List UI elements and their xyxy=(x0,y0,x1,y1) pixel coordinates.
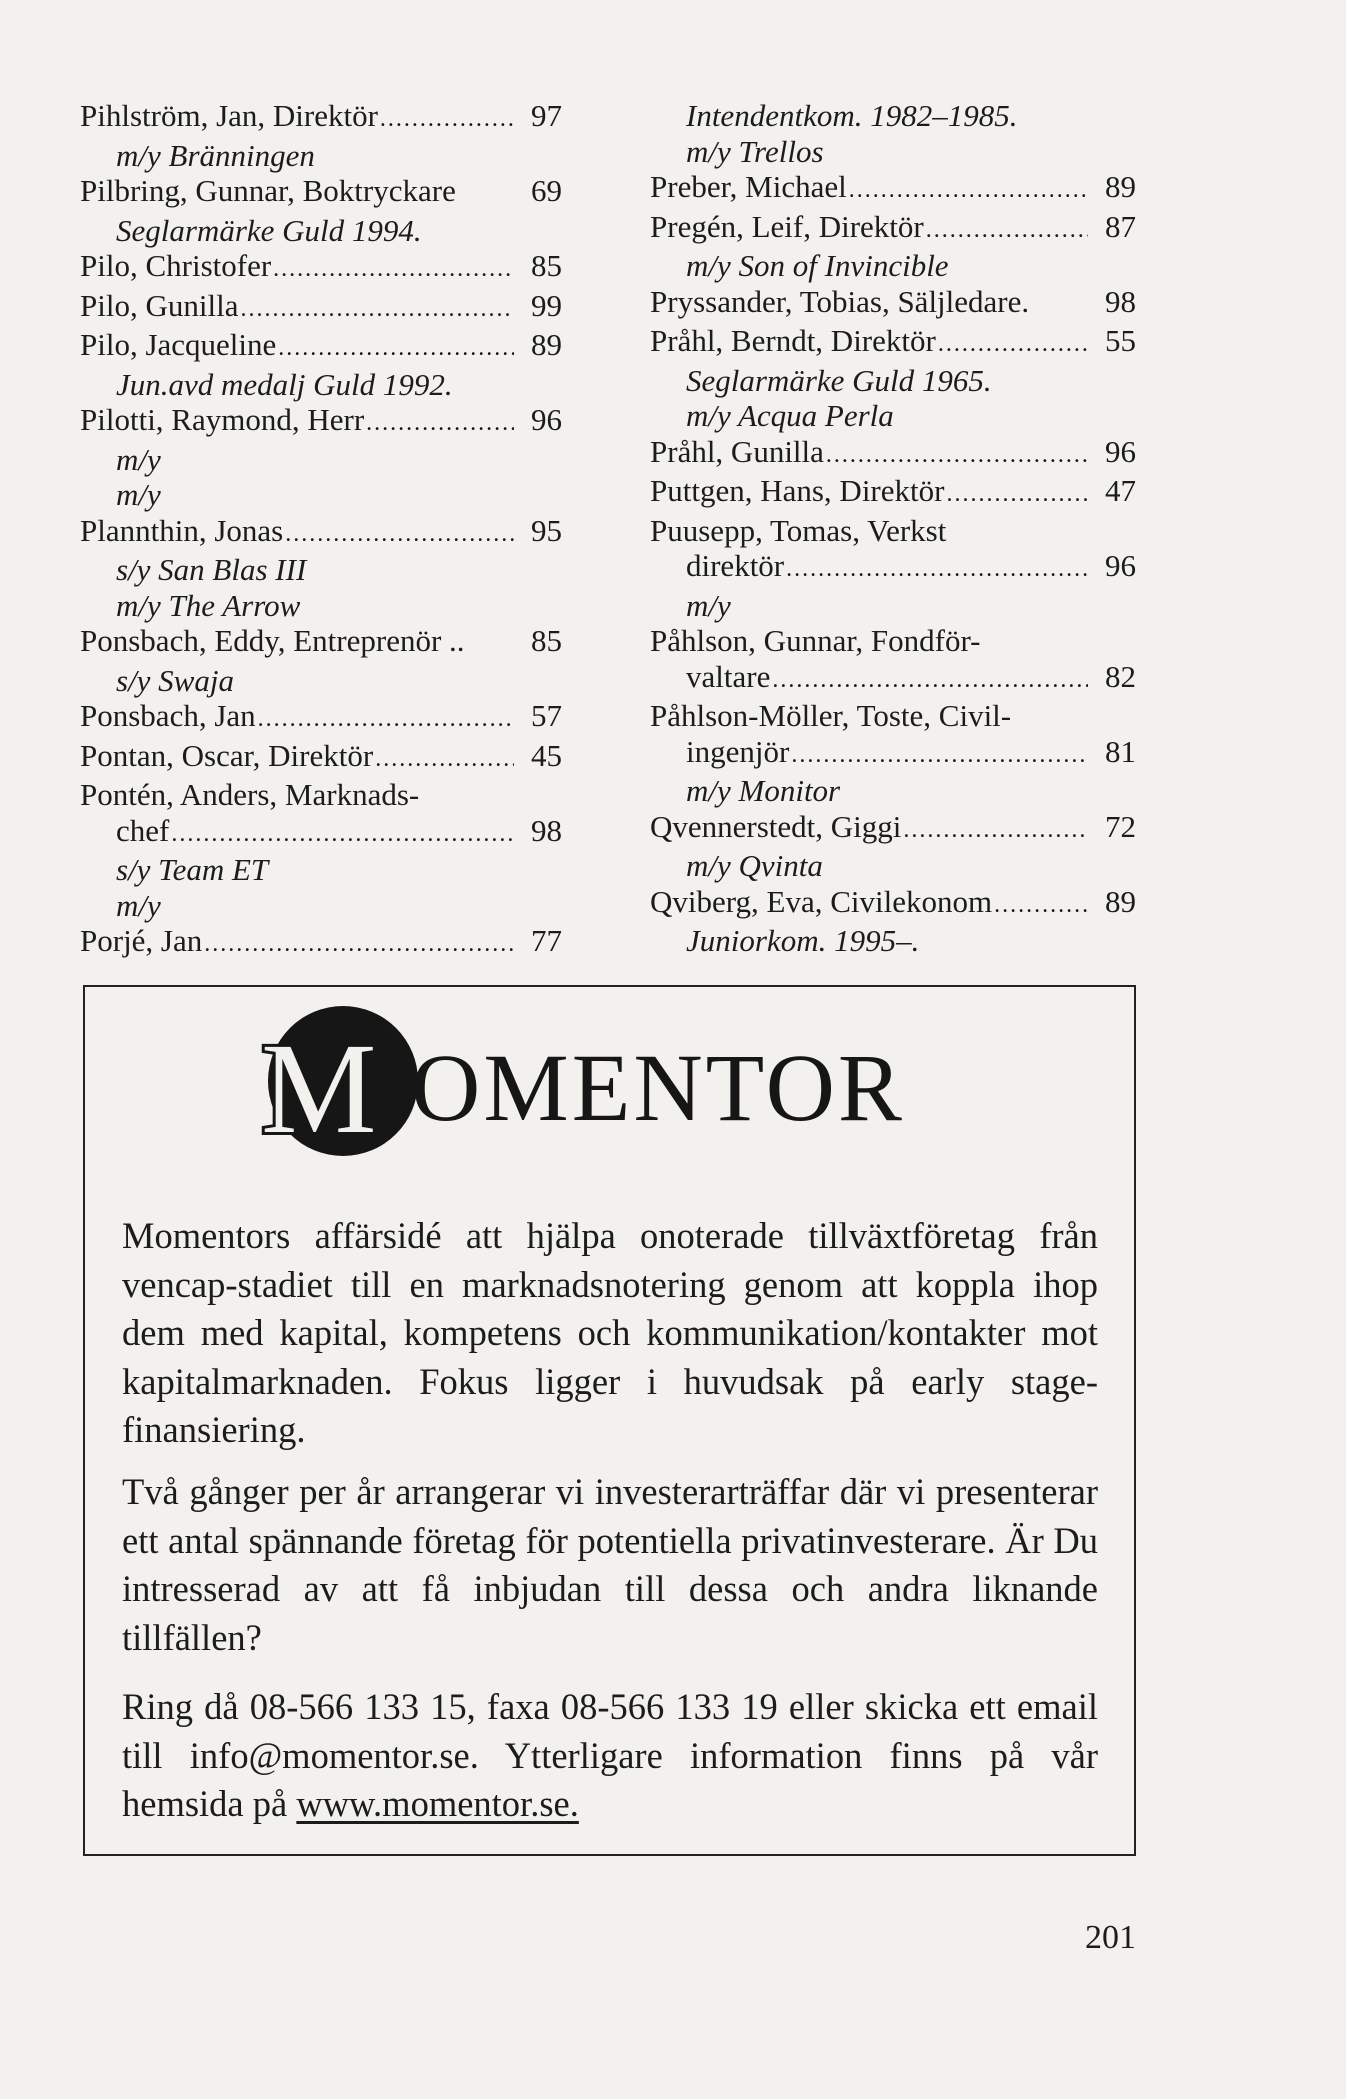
entry-name: Pihlström, Jan, Direktör xyxy=(80,98,378,133)
entry-name: Qvennerstedt, Giggi xyxy=(650,808,902,844)
entry-subline: Seglarmärke Guld 1994. xyxy=(116,212,422,248)
dot-leader xyxy=(826,438,1088,474)
entry-name: Ponsbach, Jan xyxy=(80,698,256,733)
index-entry xyxy=(650,434,1136,474)
entry-subline: Seglarmärke Guld 1965. xyxy=(686,362,992,398)
entry-page-number: 96 xyxy=(531,402,562,437)
entry-page-number: 45 xyxy=(531,737,562,773)
entry-page-number: 89 xyxy=(1105,883,1136,919)
entry-page-number: 57 xyxy=(531,698,562,733)
entry-subline: Intendentkom. 1982–1985. xyxy=(686,98,1018,133)
entry-page-number: 96 xyxy=(1105,548,1136,583)
entry-subline: m/y xyxy=(686,587,731,623)
momentor-logo xyxy=(183,1006,1133,1176)
dot-leader xyxy=(849,173,1088,209)
entry-name-line: Påhlson, Gunnar, Fondför- xyxy=(650,623,981,658)
index-entry xyxy=(80,327,562,367)
entry-page-number: 89 xyxy=(531,327,562,362)
dot-leader xyxy=(375,742,514,778)
dot-leader xyxy=(285,517,514,553)
entry-name: chef xyxy=(116,812,170,848)
index-entry xyxy=(650,809,1136,849)
index-column-right xyxy=(650,98,1136,959)
entry-page-number: 87 xyxy=(1105,208,1136,244)
entry-subline: m/y Monitor xyxy=(686,773,841,808)
entry-name: Pilo, Christofer xyxy=(80,248,272,283)
entry-name: Pråhl, Gunilla xyxy=(650,433,824,469)
entry-subline: s/y Swaja xyxy=(116,662,234,698)
index-entry xyxy=(80,288,562,328)
entry-subline: m/y Son of Invincible xyxy=(686,248,949,283)
entry-page-number: 77 xyxy=(531,923,562,958)
index-entry xyxy=(80,813,562,853)
entry-page-number: 47 xyxy=(1105,473,1136,508)
index-entry xyxy=(650,659,1136,699)
ad-paragraph-investor-meetings: Två gånger per år arrangerar vi investerarträffar där vi presenterar ett antal spännande företag för potentiella privatinvesterare. Är Du intresserad av att få inbjudan till dessa och andra liknande tillfällen? xyxy=(122,1471,1098,1658)
entry-subline: m/y The Arrow xyxy=(116,587,301,623)
index-entry xyxy=(650,284,1136,324)
index-entry xyxy=(650,209,1136,249)
entry-name: Pregén, Leif, Direktör xyxy=(650,208,924,244)
dot-leader xyxy=(258,702,514,738)
dot-leader xyxy=(380,102,514,138)
entry-name: Ponsbach, Eddy, Entreprenör .. xyxy=(80,623,465,658)
entry-subline: Juniorkom. 1995–. xyxy=(686,923,920,958)
index-entry xyxy=(80,402,562,442)
entry-subline: Jun.avd medalj Guld 1992. xyxy=(116,366,453,402)
index-entry xyxy=(650,548,1136,588)
dot-leader xyxy=(786,552,1088,588)
index-entry xyxy=(80,623,562,663)
index-entry xyxy=(80,923,562,963)
entry-page-number: 99 xyxy=(531,287,562,323)
dot-leader xyxy=(994,888,1088,924)
dot-leader xyxy=(273,252,514,288)
index-entry xyxy=(650,734,1136,774)
entry-page-number: 98 xyxy=(531,812,562,848)
entry-name: Pilo, Jacqueline xyxy=(80,327,277,362)
index-entry xyxy=(80,738,562,778)
dot-leader xyxy=(791,738,1088,774)
index-entry xyxy=(80,513,562,553)
entry-name: Porjé, Jan xyxy=(80,923,203,958)
entry-name: Pryssander, Tobias, Säljledare. xyxy=(650,283,1030,319)
entry-subline: m/y Qvinta xyxy=(686,848,823,883)
entry-name: Pilotti, Raymond, Herr xyxy=(80,402,365,437)
entry-page-number: 85 xyxy=(531,248,562,283)
entry-page-number: 85 xyxy=(531,623,562,658)
contact-text: Ring då 08-566 133 15, faxa 08-566 133 19 eller skicka ett email till info@momentor.se. Ytterligare information finns på vår hemsida på xyxy=(122,1686,1098,1824)
entry-subline: m/y xyxy=(116,477,161,512)
entry-page-number: 81 xyxy=(1105,733,1136,769)
entry-subline: s/y Team ET xyxy=(116,852,269,887)
entry-subline: m/y xyxy=(116,441,161,477)
entry-subline: m/y xyxy=(116,887,161,923)
entry-page-number: 97 xyxy=(531,98,562,133)
page-number: 201 xyxy=(1085,1919,1136,1956)
entry-page-number: 96 xyxy=(1105,433,1136,469)
entry-name: Puttgen, Hans, Direktör xyxy=(650,473,945,508)
dot-leader xyxy=(938,327,1088,363)
dot-leader xyxy=(903,813,1088,849)
entry-subline: m/y Acqua Perla xyxy=(686,398,894,433)
entry-name: Pilo, Gunilla xyxy=(80,287,239,323)
entry-page-number: 55 xyxy=(1105,323,1136,358)
entry-name: Pontan, Oscar, Direktör xyxy=(80,737,374,773)
entry-subline: s/y San Blas III xyxy=(116,552,307,587)
index-column-left xyxy=(80,98,562,963)
ad-paragraph-business-idea: Momentors affärsidé att hjälpa onoterade tillväxtföretag från vencap-stadiet till en marknadsnotering genom att koppla ihop dem med kapital, kompetens och kommunikation/kontakter mot kapitalmarknaden. Fokus ligger i huvudsak på early stage-finansiering. xyxy=(122,1215,1098,1450)
entry-subline: m/y Trellos xyxy=(686,133,824,169)
entry-name-line: Påhlson-Möller, Toste, Civil- xyxy=(650,698,1012,733)
entry-name: Plannthin, Jonas xyxy=(80,512,284,548)
dot-leader xyxy=(171,817,514,853)
logo-letter-m: M xyxy=(261,1017,375,1161)
entry-name: Preber, Michael xyxy=(650,169,847,204)
entry-page-number: 89 xyxy=(1105,169,1136,204)
index-entry xyxy=(650,473,1136,513)
entry-name-line: Pontén, Anders, Marknads- xyxy=(80,777,420,812)
index-entry xyxy=(80,248,562,288)
logo-wordmark: OMENTOR xyxy=(411,1034,905,1141)
dot-leader xyxy=(366,406,514,442)
entry-name: Pråhl, Berndt, Direktör xyxy=(650,323,936,358)
dot-leader xyxy=(240,292,514,328)
index-entry xyxy=(650,884,1136,924)
index-entry xyxy=(650,169,1136,209)
index-entry xyxy=(80,698,562,738)
dot-leader xyxy=(772,663,1088,699)
entry-name: valtare xyxy=(686,658,771,694)
dot-leader xyxy=(946,477,1088,513)
entry-page-number: 95 xyxy=(531,512,562,548)
index-entry xyxy=(80,98,562,138)
entry-page-number: 82 xyxy=(1105,658,1136,694)
ad-paragraph-contact xyxy=(122,1683,1098,1829)
index-entry xyxy=(650,323,1136,363)
entry-name: Qviberg, Eva, Civilekonom xyxy=(650,883,993,919)
entry-subline: m/y Bränningen xyxy=(116,137,315,173)
entry-name: direktör xyxy=(686,548,785,583)
dot-leader xyxy=(278,331,514,367)
entry-name-line: Puusepp, Tomas, Verkst xyxy=(650,512,947,548)
entry-name: ingenjör xyxy=(686,733,790,769)
entry-page-number: 72 xyxy=(1105,808,1136,844)
entry-page-number: 69 xyxy=(531,173,562,208)
website-link[interactable]: www.momentor.se. xyxy=(296,1783,579,1824)
index-entry xyxy=(80,173,562,213)
dot-leader xyxy=(926,213,1088,249)
entry-name: Pilbring, Gunnar, Boktryckare xyxy=(80,173,456,208)
entry-page-number: 98 xyxy=(1105,283,1136,319)
dot-leader xyxy=(204,927,514,963)
